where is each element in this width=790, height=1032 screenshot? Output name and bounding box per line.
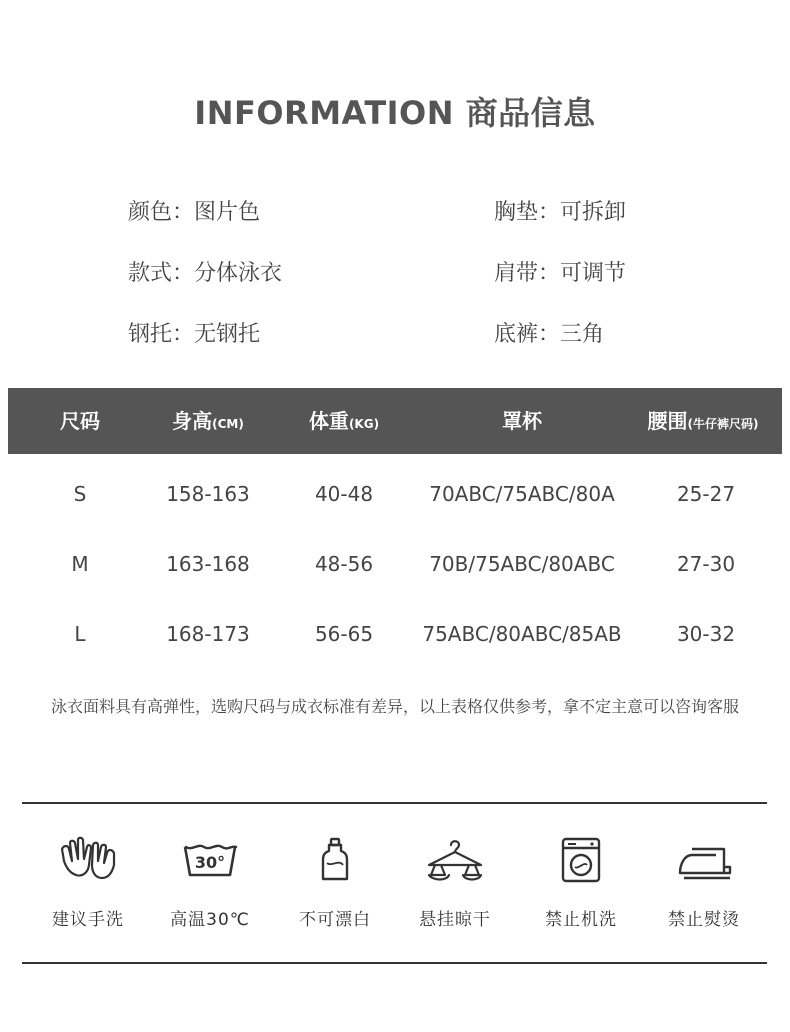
size-note: 泳衣面料具有高弹性，选购尺码与成衣标准有差异，以上表格仅供参考，拿不定主意可以咨询客服 <box>50 697 739 716</box>
care-hand-wash <box>28 835 148 930</box>
cell-cup: 70B/75ABC/80ABC <box>429 552 615 576</box>
header-cup-label: 罩杯 <box>502 409 542 433</box>
header-weight-label: 体重 <box>308 409 349 433</box>
care-wash-30-label: 高温30℃ <box>170 910 250 930</box>
care-hang-dry-label: 悬挂晾干 <box>419 910 491 930</box>
header-weight-unit: (KG) <box>348 417 380 431</box>
page-title: INFORMATION 商品信息 <box>194 94 596 132</box>
wash-30-icon <box>178 835 242 885</box>
cell-waist: 30-32 <box>676 622 736 646</box>
cell-weight: 48-56 <box>314 552 374 576</box>
cell-size: S <box>73 482 87 506</box>
header-size-label: 尺码 <box>60 409 100 433</box>
info-wire: 钢托：无钢托 <box>128 322 261 347</box>
info-style: 款式：分体泳衣 <box>128 261 283 286</box>
header-waist-label: 腰围 <box>647 409 688 433</box>
care-no-iron <box>644 835 764 930</box>
cell-cup: 70ABC/75ABC/80A <box>429 482 615 506</box>
care-hang-dry <box>395 835 515 930</box>
care-no-iron-label: 禁止熨烫 <box>668 910 740 930</box>
size-table-header <box>8 388 782 454</box>
care-no-machine-wash <box>521 835 641 930</box>
cell-height: 168-173 <box>166 622 250 646</box>
info-color: 颜色：图片色 <box>128 200 261 225</box>
cell-size: L <box>74 622 86 646</box>
cell-height: 158-163 <box>166 482 250 506</box>
cell-size: M <box>71 552 89 576</box>
care-hand-wash-label: 建议手洗 <box>52 910 124 930</box>
cell-waist: 25-27 <box>676 482 736 506</box>
header-height-unit: (CM) <box>212 417 244 431</box>
wash-temp-text: 30° <box>194 853 226 872</box>
info-strap: 肩带：可调节 <box>494 261 627 286</box>
no-machine-wash-icon <box>549 835 613 885</box>
cell-waist: 27-30 <box>676 552 736 576</box>
header-waist-unit: (牛仔裤尺码) <box>687 417 759 431</box>
cell-weight: 40-48 <box>314 482 374 506</box>
info-bottom: 底裤：三角 <box>494 322 605 347</box>
header-size <box>30 388 130 454</box>
divider-top <box>22 802 767 804</box>
no-iron-icon <box>672 835 736 885</box>
info-pad: 胸垫：可拆卸 <box>494 200 627 225</box>
header-cup <box>438 388 606 454</box>
header-height <box>148 388 268 454</box>
header-waist <box>628 388 778 454</box>
table-row <box>0 474 790 514</box>
table-row <box>0 614 790 654</box>
care-no-bleach <box>275 835 395 930</box>
header-height-label: 身高 <box>172 409 213 433</box>
cell-cup: 75ABC/80ABC/85AB <box>422 622 622 646</box>
care-no-machine-wash-label: 禁止机洗 <box>545 910 617 930</box>
care-no-bleach-label: 不可漂白 <box>299 910 371 930</box>
header-weight <box>284 388 404 454</box>
table-row <box>0 544 790 584</box>
hand-wash-icon <box>56 835 120 885</box>
care-wash-30 <box>150 835 270 930</box>
divider-bottom <box>22 962 767 964</box>
cell-weight: 56-65 <box>314 622 374 646</box>
no-bleach-icon <box>303 835 367 885</box>
hang-dry-icon <box>423 835 487 885</box>
cell-height: 163-168 <box>166 552 250 576</box>
